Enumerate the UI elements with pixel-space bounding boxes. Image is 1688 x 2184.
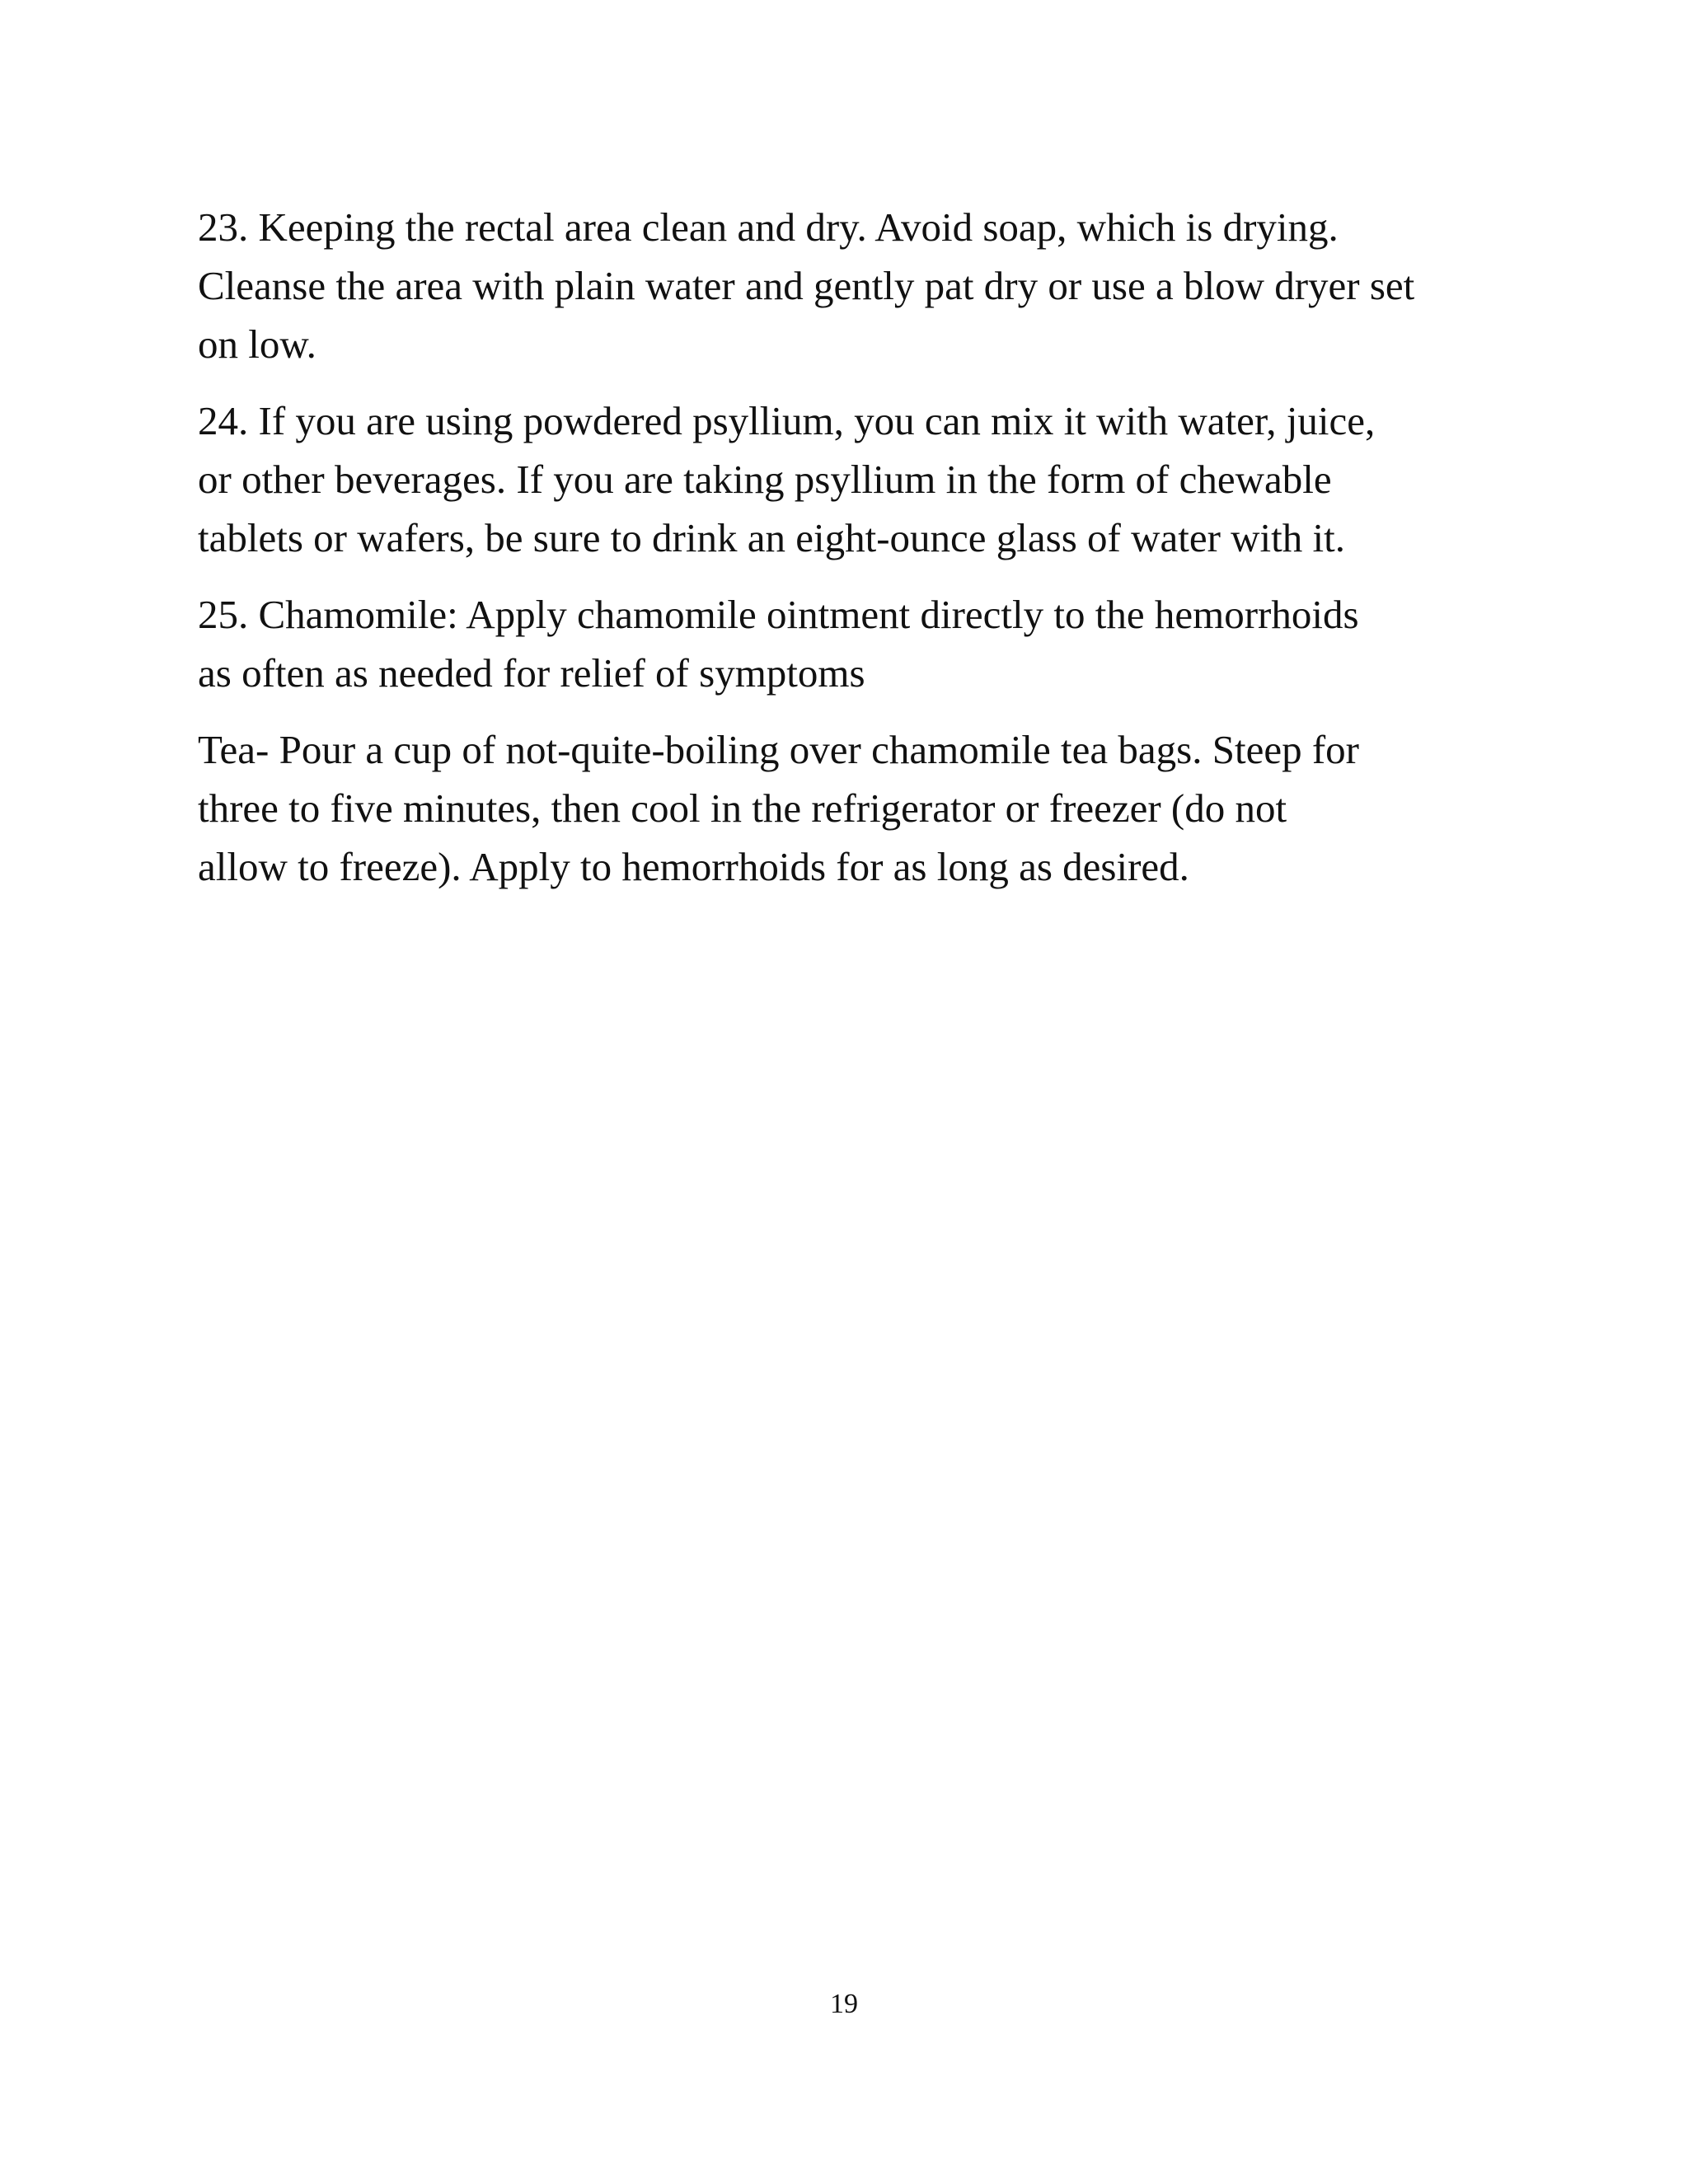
text-line: 24. If you are using powdered psyllium, you can mix it with water, juice, <box>198 398 1376 443</box>
text-line: Tea- Pour a cup of not-quite-boiling over chamomile tea bags. Steep for <box>198 727 1359 772</box>
text-line: three to five minutes, then cool in the refrigerator or freezer (do not <box>198 785 1287 831</box>
text-line: tablets or wafers, be sure to drink an eight-ounce glass of water with it. <box>198 515 1346 560</box>
body-text <box>198 198 1484 914</box>
text-line: on low. <box>198 321 316 367</box>
paragraph-item-25 <box>198 585 1484 702</box>
text-line: Cleanse the area with plain water and gently pat dry or use a blow dryer set <box>198 263 1415 308</box>
paragraph-tea <box>198 720 1484 896</box>
page-number: 19 <box>830 1989 858 2019</box>
text-line: or other beverages. If you are taking psyllium in the form of chewable <box>198 457 1332 502</box>
paragraph-item-23 <box>198 198 1484 373</box>
text-line: as often as needed for relief of symptoms <box>198 650 865 696</box>
text-line: allow to freeze). Apply to hemorrhoids for as long as desired. <box>198 844 1189 889</box>
text-line: 23. Keeping the rectal area clean and dry. Avoid soap, which is drying. <box>198 204 1339 250</box>
paragraph-item-24 <box>198 391 1484 567</box>
text-line: 25. Chamomile: Apply chamomile ointment directly to the hemorrhoids <box>198 592 1359 637</box>
